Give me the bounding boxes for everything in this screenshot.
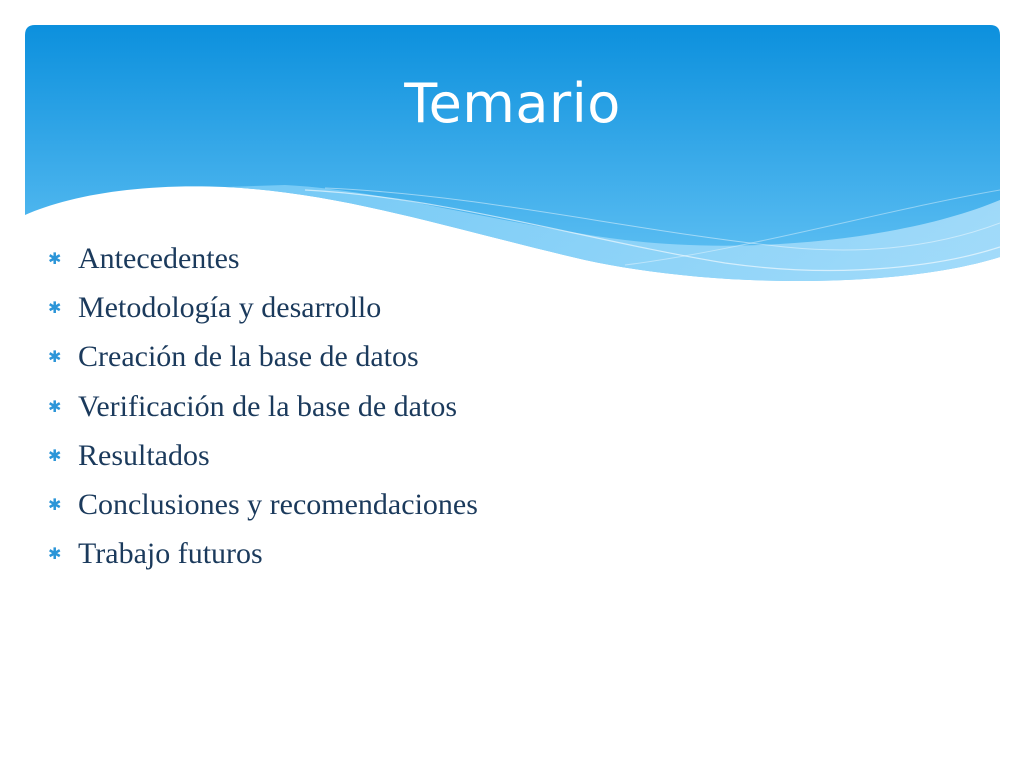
list-item-label: Trabajo futuros [78,537,263,571]
asterisk-bullet-icon: ✱ [48,248,62,268]
list-item [48,431,478,480]
list-item-label: Verificación de la base de datos [78,389,457,423]
asterisk-bullet-icon: ✱ [48,297,62,317]
list-item-label: Metodología y desarrollo [78,290,382,324]
asterisk-bullet-icon: ✱ [48,347,62,367]
topic-list [48,234,478,579]
list-item-label: Conclusiones y recomendaciones [78,488,478,522]
slide-title: Temario [404,72,621,135]
asterisk-bullet-icon: ✱ [48,495,62,515]
list-item [48,333,478,382]
list-item-label: Resultados [78,438,210,472]
list-item [48,234,478,283]
list-item [48,480,478,529]
list-item [48,382,478,431]
asterisk-bullet-icon: ✱ [48,445,62,465]
asterisk-bullet-icon: ✱ [48,544,62,564]
asterisk-bullet-icon: ✱ [48,396,62,416]
list-item-label: Creación de la base de datos [78,340,419,374]
list-item-label: Antecedentes [78,241,240,275]
list-item [48,530,478,579]
list-item [48,283,478,332]
